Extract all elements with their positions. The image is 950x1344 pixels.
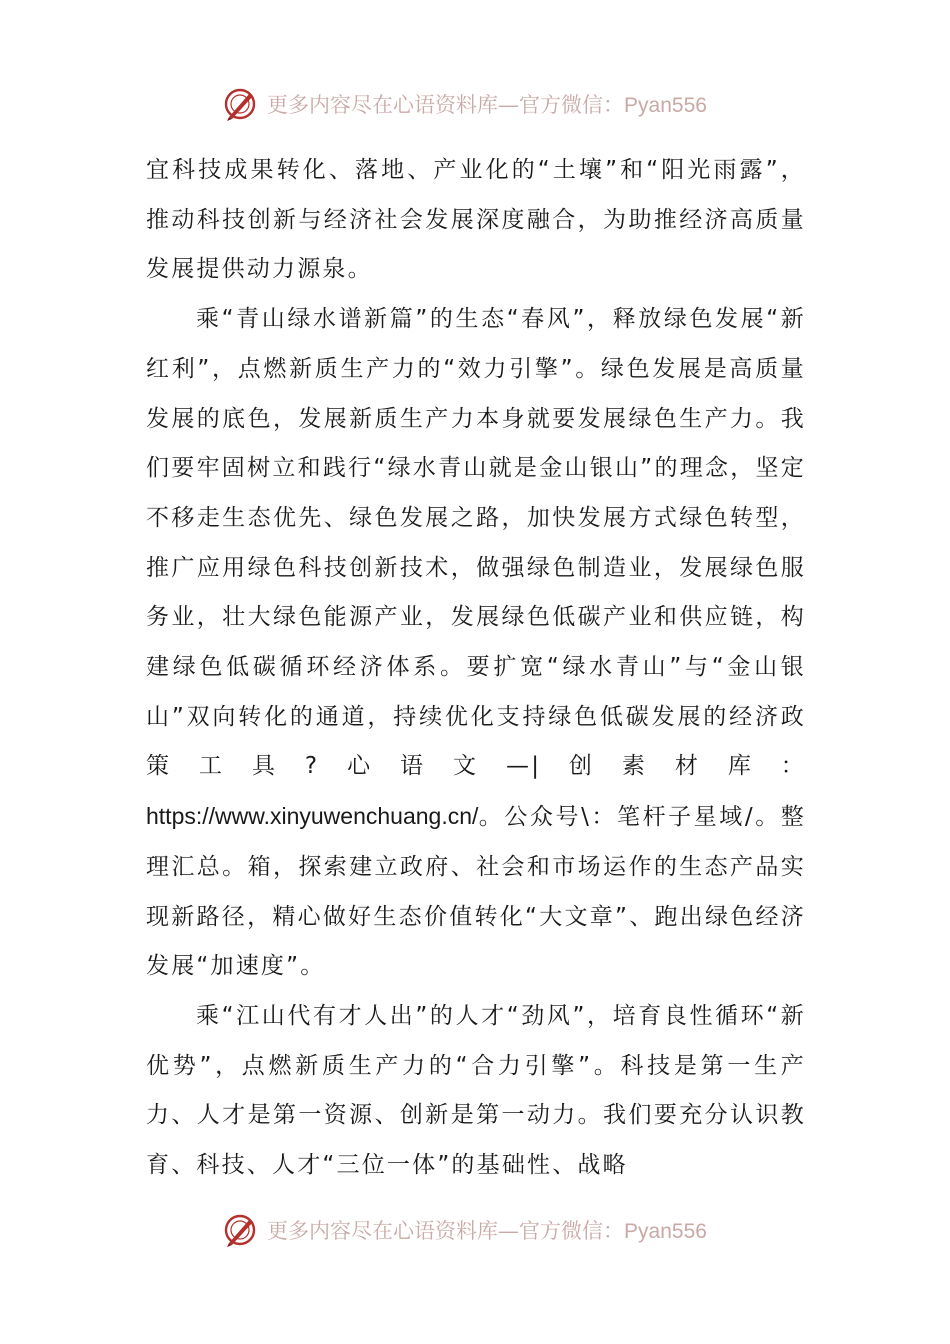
document-body: [146, 146, 806, 1191]
paragraph-text-after-url: 。公众号\：笔杆子星域/。整理汇总。箱，探索建立政府、社会和市场运作的生态产品实现新路径，精心做好生态价值转化“大文章”、跑出绿色经济发展“加速度”。: [146, 804, 806, 980]
header-wechat-account: Pyan556: [624, 94, 707, 117]
pen-logo-icon: [223, 1212, 259, 1248]
footer-banner: [0, 1208, 950, 1252]
footer-banner-text: 更多内容尽在心语资料库—官方微信：Pyan556: [267, 1219, 707, 1243]
paragraph-text: 乘“青山绿水谱新篇”的生态“春风”，释放绿色发展“新红利”，点燃新质生产力的“效力引擎”。绿色发展是高质量发展的底色，发展新质生产力本身就要发展绿色生产力。我们要牢固树立和践行“绿水青山就是金山银山”的理念，坚定不移走生态优先、绿色发展之路，加快发展方式绿色转型，推广应用绿色科技创新技术，做强绿色制造业，发展绿色服务业，壮大绿色能源产业，发展绿色低碳产业和供应链，构建绿色低碳循环经济体系。要扩宽“绿水青山”与“金山银山”双向转化的通道，持续优化支持绿色低碳发展的经济政策工具?心语文—|创素材库：: [146, 306, 806, 780]
paragraph: [146, 295, 806, 992]
paragraph: 乘“江山代有才人出”的人才“劲风”，培育良性循环“新优势”，点燃新质生产力的“合力引擎”。科技是第一生产力、人才是第一资源、创新是第一动力。我们要充分认识教育、科技、人才“三位一体”的基础性、战略: [146, 1002, 806, 1179]
paragraph: 宜科技成果转化、落地、产业化的“土壤”和“阳光雨露”，推动科技创新与经济社会发展深度融合，为助推经济高质量发展提供动力源泉。: [146, 157, 806, 283]
header-banner: [0, 82, 950, 126]
header-banner-text: 更多内容尽在心语资料库—官方微信：Pyan556: [267, 93, 707, 117]
footer-wechat-account: Pyan556: [624, 1220, 707, 1243]
website-url: https://www.xinyuwenchuang.cn/: [146, 803, 479, 830]
pen-logo-icon: [223, 86, 259, 122]
